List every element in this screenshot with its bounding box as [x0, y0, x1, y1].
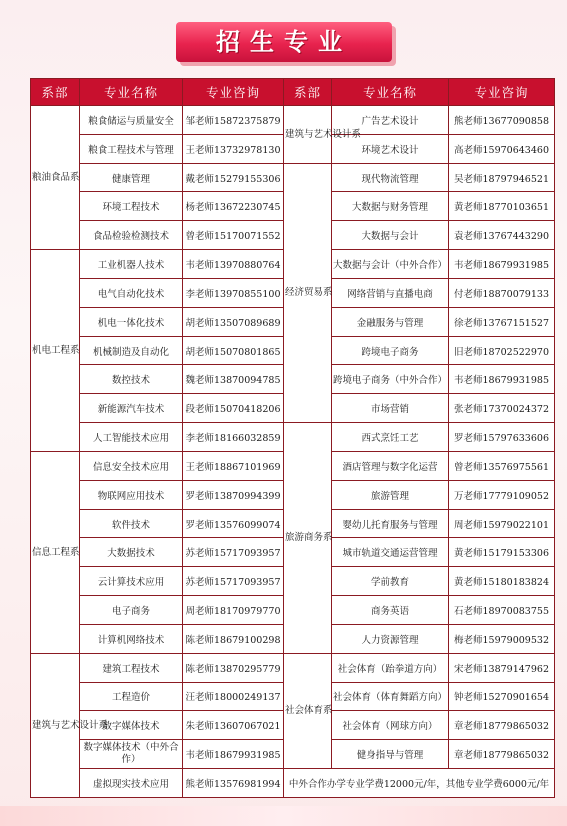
- major-cell: 商务英语: [332, 596, 449, 625]
- contact-cell: 邹老师15872375879: [183, 106, 284, 135]
- title-text: 招生专业: [216, 28, 352, 56]
- contact-cell: 苏老师15717093957: [183, 538, 284, 567]
- major-cell: 健康管理: [80, 163, 183, 192]
- header-contact-right: 专业咨询: [449, 79, 555, 106]
- table-row: [31, 653, 555, 682]
- major-cell: 城市轨道交通运营管理: [332, 538, 449, 567]
- contact-cell: 付老师18870079133: [449, 278, 555, 307]
- major-cell: 信息安全技术应用: [80, 451, 183, 480]
- header-dept-right: 系部: [284, 79, 332, 106]
- contact-cell: 罗老师13576099074: [183, 509, 284, 538]
- contact-cell: 段老师15070418206: [183, 394, 284, 423]
- table-row: [31, 423, 555, 452]
- major-cell: 环境艺术设计: [332, 134, 449, 163]
- major-cell: 人力资源管理: [332, 624, 449, 653]
- contact-cell: 周老师15979022101: [449, 509, 555, 538]
- contact-cell: 陈老师18679100298: [183, 624, 284, 653]
- contact-cell: 黄老师18770103651: [449, 192, 555, 221]
- header-major-right: 专业名称: [332, 79, 449, 106]
- table-header-row: [31, 79, 555, 106]
- major-cell: 社会体育（跆拳道方向）: [332, 653, 449, 682]
- contact-cell: 石老师18970083755: [449, 596, 555, 625]
- contact-cell: 罗老师13870994399: [183, 480, 284, 509]
- fee-note: 中外合作办学专业学费12000元/年，其他专业学费6000元/年: [284, 769, 555, 798]
- header-contact-left: 专业咨询: [183, 79, 284, 106]
- dept-cell-left: 信息工程系: [31, 451, 80, 653]
- major-cell: 西式烹饪工艺: [332, 423, 449, 452]
- dept-cell-right: 旅游商务系: [284, 423, 332, 654]
- major-cell: 大数据与财务管理: [332, 192, 449, 221]
- major-cell: 机电一体化技术: [80, 307, 183, 336]
- contact-cell: 熊老师13576981994: [183, 769, 284, 798]
- majors-table: [30, 78, 555, 798]
- major-cell: 现代物流管理: [332, 163, 449, 192]
- major-cell: 学前教育: [332, 567, 449, 596]
- major-cell: 物联网应用技术: [80, 480, 183, 509]
- major-cell: 计算机网络技术: [80, 624, 183, 653]
- contact-cell: 高老师15970643460: [449, 134, 555, 163]
- major-cell: 工业机器人技术: [80, 250, 183, 279]
- major-cell: 电气自动化技术: [80, 278, 183, 307]
- contact-cell: 熊老师13677090858: [449, 106, 555, 135]
- major-cell: 机械制造及自动化: [80, 336, 183, 365]
- major-cell: 云计算技术应用: [80, 567, 183, 596]
- major-cell: 新能源汽车技术: [80, 394, 183, 423]
- contact-cell: 徐老师13767151527: [449, 307, 555, 336]
- major-cell: 数字媒体技术: [80, 711, 183, 740]
- major-cell: 社会体育（网球方向）: [332, 711, 449, 740]
- major-cell: 工程造价: [80, 682, 183, 711]
- major-cell: 跨境电子商务（中外合作）: [332, 365, 449, 394]
- contact-cell: 魏老师13870094785: [183, 365, 284, 394]
- page-title: [176, 22, 392, 62]
- bottom-band: [0, 806, 567, 826]
- major-cell: 婴幼儿托育服务与管理: [332, 509, 449, 538]
- contact-cell: 戴老师15279155306: [183, 163, 284, 192]
- contact-cell: 苏老师15717093957: [183, 567, 284, 596]
- contact-cell: 章老师18779865032: [449, 740, 555, 769]
- dept-cell-right: 建筑与艺术设计系: [284, 106, 332, 164]
- contact-cell: 胡老师15070801865: [183, 336, 284, 365]
- contact-cell: 韦老师18679931985: [183, 740, 284, 769]
- title-banner: [176, 22, 398, 68]
- dept-cell-left: 建筑与艺术设计系: [31, 653, 80, 797]
- table-row: [31, 769, 555, 798]
- contact-cell: 钟老师15270901654: [449, 682, 555, 711]
- header-major-left: 专业名称: [80, 79, 183, 106]
- major-cell: 粮食储运与质量安全: [80, 106, 183, 135]
- major-cell: 大数据技术: [80, 538, 183, 567]
- contact-cell: 朱老师13607067021: [183, 711, 284, 740]
- contact-cell: 万老师17779109052: [449, 480, 555, 509]
- contact-cell: 章老师18779865032: [449, 711, 555, 740]
- major-cell: 跨境电子商务: [332, 336, 449, 365]
- major-cell: 旅游管理: [332, 480, 449, 509]
- major-cell: 粮食工程技术与管理: [80, 134, 183, 163]
- contact-cell: 李老师13970855100: [183, 278, 284, 307]
- major-cell: 酒店管理与数字化运营: [332, 451, 449, 480]
- contact-cell: 李老师18166032859: [183, 423, 284, 452]
- major-cell: 软件技术: [80, 509, 183, 538]
- dept-cell-right: 社会体育系: [284, 653, 332, 768]
- major-cell: 食品检验检测技术: [80, 221, 183, 250]
- contact-cell: 曾老师15170071552: [183, 221, 284, 250]
- major-cell: 建筑工程技术: [80, 653, 183, 682]
- contact-cell: 周老师18170979770: [183, 596, 284, 625]
- contact-cell: 袁老师13767443290: [449, 221, 555, 250]
- major-cell: 虚拟现实技术应用: [80, 769, 183, 798]
- major-cell: 网络营销与直播电商: [332, 278, 449, 307]
- table-row: [31, 106, 555, 135]
- contact-cell: 罗老师15797633606: [449, 423, 555, 452]
- contact-cell: 曾老师13576975561: [449, 451, 555, 480]
- major-cell: 数字媒体技术（中外合作）: [80, 740, 183, 769]
- contact-cell: 胡老师13507089689: [183, 307, 284, 336]
- major-cell: 人工智能技术应用: [80, 423, 183, 452]
- contact-cell: 旧老师18702522970: [449, 336, 555, 365]
- contact-cell: 黄老师15179153306: [449, 538, 555, 567]
- major-cell: 金融服务与管理: [332, 307, 449, 336]
- major-cell: 大数据与会计: [332, 221, 449, 250]
- major-cell: 社会体育（体育舞蹈方向）: [332, 682, 449, 711]
- major-cell: 环境工程技术: [80, 192, 183, 221]
- header-dept-left: 系部: [31, 79, 80, 106]
- contact-cell: 韦老师13970880764: [183, 250, 284, 279]
- major-cell: 数控技术: [80, 365, 183, 394]
- table-body: [31, 106, 555, 798]
- major-cell: 广告艺术设计: [332, 106, 449, 135]
- contact-cell: 韦老师18679931985: [449, 365, 555, 394]
- major-cell: 大数据与会计（中外合作）: [332, 250, 449, 279]
- table-row: [31, 163, 555, 192]
- dept-cell-right: 经济贸易系: [284, 163, 332, 422]
- contact-cell: 王老师18867101969: [183, 451, 284, 480]
- contact-cell: 汪老师18000249137: [183, 682, 284, 711]
- contact-cell: 张老师17370024372: [449, 394, 555, 423]
- contact-cell: 宋老师13879147962: [449, 653, 555, 682]
- contact-cell: 韦老师18679931985: [449, 250, 555, 279]
- contact-cell: 王老师13732978130: [183, 134, 284, 163]
- contact-cell: 梅老师15979009532: [449, 624, 555, 653]
- contact-cell: 杨老师13672230745: [183, 192, 284, 221]
- dept-cell-left: 粮油食品系: [31, 106, 80, 250]
- major-cell: 电子商务: [80, 596, 183, 625]
- major-cell: 市场营销: [332, 394, 449, 423]
- contact-cell: 吴老师18797946521: [449, 163, 555, 192]
- contact-cell: 黄老师15180183824: [449, 567, 555, 596]
- dept-cell-left: 机电工程系: [31, 250, 80, 452]
- major-cell: 健身指导与管理: [332, 740, 449, 769]
- contact-cell: 陈老师13870295779: [183, 653, 284, 682]
